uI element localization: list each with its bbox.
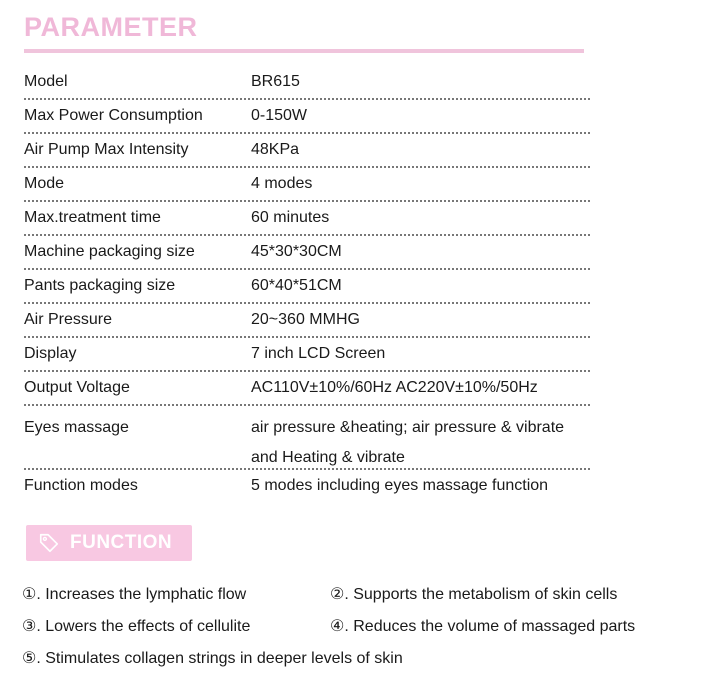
function-line [22, 610, 635, 642]
param-label: Machine packaging size [24, 243, 195, 260]
param-row-treatment-time [24, 202, 590, 234]
param-value: 0-150W [251, 107, 308, 124]
param-label: Mode [24, 175, 65, 192]
parameter-title-underline [24, 49, 584, 53]
param-value: AC110V±10%/60Hz AC220V±10%/50Hz [251, 379, 538, 396]
parameter-table [24, 66, 590, 502]
function-badge [26, 525, 192, 561]
param-label: Model [24, 73, 68, 90]
param-row-eyes-massage [24, 406, 590, 468]
param-row-display [24, 338, 590, 370]
param-value: 48KPa [251, 141, 300, 158]
param-value: BR615 [251, 73, 300, 90]
function-line [22, 578, 635, 610]
param-label: Pants packaging size [24, 277, 176, 294]
param-label: Display [24, 345, 77, 362]
param-row-pants-packaging [24, 270, 590, 302]
param-row-air-pump [24, 134, 590, 166]
param-row-max-power [24, 100, 590, 132]
param-row-function-modes [24, 470, 590, 502]
param-value: 45*30*30CM [251, 243, 342, 260]
param-value: 4 modes [251, 175, 313, 192]
param-label: Max Power Consumption [24, 107, 203, 124]
param-value-line-1: air pressure &heating; air pressure & vibrate [251, 419, 565, 436]
param-label: Eyes massage [24, 419, 129, 436]
param-label: Output Voltage [24, 379, 130, 396]
function-item: ⑤. Stimulates collagen strings in deeper levels of skin [22, 650, 403, 667]
param-value: 20~360 MMHG [251, 311, 360, 328]
param-value [251, 406, 590, 473]
param-row-output-voltage [24, 372, 590, 404]
param-label: Air Pressure [24, 311, 113, 328]
param-row-machine-packaging [24, 236, 590, 268]
function-item: ④. Reduces the volume of massaged parts [330, 618, 636, 635]
function-item: ③. Lowers the effects of cellulite [22, 618, 251, 635]
parameter-title: PARAMETER [24, 12, 198, 42]
param-label: Function modes [24, 477, 138, 494]
param-row-air-pressure [24, 304, 590, 336]
param-value: 60 minutes [251, 209, 330, 226]
param-label: Air Pump Max Intensity [24, 141, 189, 158]
function-title: FUNCTION [70, 532, 173, 553]
param-row-model [24, 66, 590, 98]
tag-icon [38, 532, 60, 554]
function-item: ②. Supports the metabolism of skin cells [330, 586, 618, 603]
param-value-line-2: and Heating & vibrate [251, 449, 405, 466]
function-list [22, 578, 635, 674]
param-value: 5 modes including eyes massage function [251, 477, 549, 494]
function-item: ①. Increases the lymphatic flow [22, 586, 247, 603]
param-label: Max.treatment time [24, 209, 161, 226]
param-value: 60*40*51CM [251, 277, 342, 294]
param-value: 7 inch LCD Screen [251, 345, 386, 362]
function-line [22, 642, 635, 674]
param-row-mode [24, 168, 590, 200]
